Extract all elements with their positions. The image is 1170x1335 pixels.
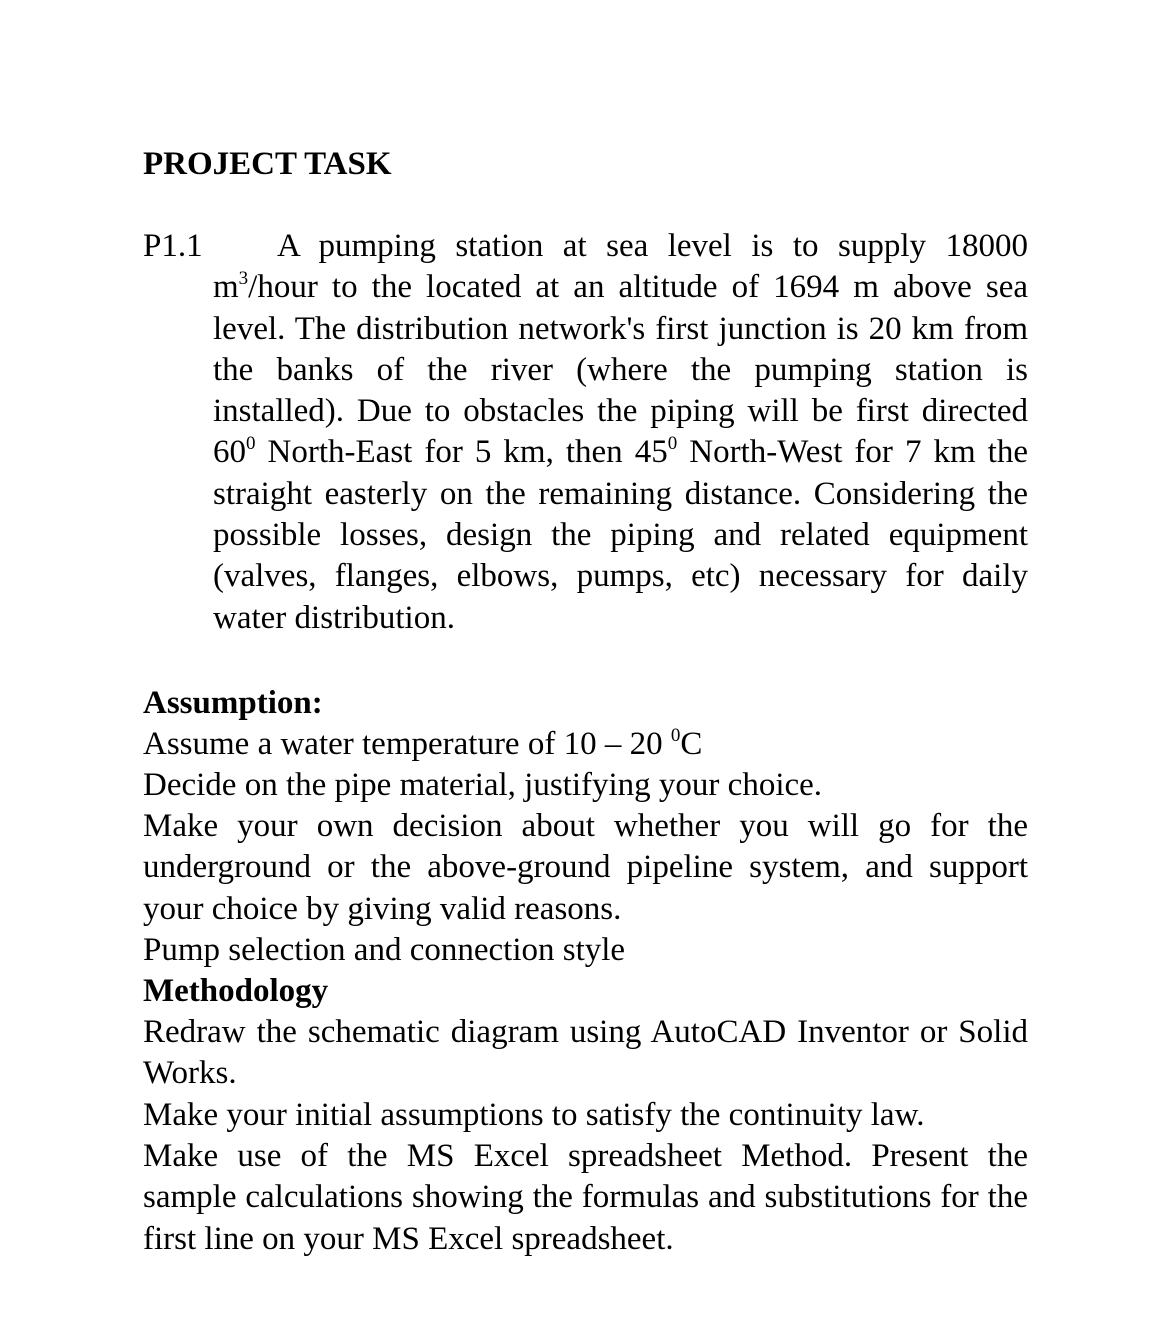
problem-number: P1.1 — [143, 228, 203, 264]
methodology-redraw: Redraw the schematic diagram using AutoCAD Inventor or Solid Works. — [143, 1014, 1028, 1092]
methodology-excel: Make use of the MS Excel spreadsheet Method. Present the sample calculations showing the formulas and substitutions for the first line on your MS Excel spreadsheet. — [143, 1138, 1028, 1257]
page-title: PROJECT TASK — [143, 146, 392, 182]
problem-text — [213, 226, 1028, 639]
superscript-degree: 0 — [246, 433, 256, 455]
assumption-temperature — [143, 724, 1028, 765]
superscript-degree: 0 — [670, 725, 681, 746]
superscript-degree: 0 — [667, 433, 678, 455]
temperature-unit: C — [680, 726, 703, 762]
problem-text-part: North-West for 7 km the straight easterly on the remaining distance. Considering the possible losses, design the piping and related equipment (valves, flanges, elbows, pumps, etc) necessary for daily water distribution. — [213, 434, 1028, 636]
problem-text-part: A pumping station at sea level is to supply 18000 m — [213, 228, 1028, 306]
assumption-heading: Assumption: — [143, 685, 323, 721]
methodology-heading: Methodology — [143, 973, 329, 1009]
methodology-continuity: Make your initial assumptions to satisfy the continuity law. — [143, 1097, 925, 1133]
superscript-cubed: 3 — [238, 268, 249, 290]
assumption-pipeline: Make your own decision about whether you will go for the underground or the above-ground pipeline system, and support your choice by giving valid reasons. — [143, 808, 1028, 927]
assumption-material: Decide on the pipe material, justifying your choice. — [143, 767, 823, 803]
assumption-pump: Pump selection and connection style — [143, 932, 626, 968]
problem-text-part: /hour to the located at an altitude of 1694 m above sea level. The distribution network's first junction is 20 km from the banks of the river (where the pumping station is installed). Due to obstacles the piping will be first directed 60 — [213, 269, 1028, 471]
problem-p1-1 — [143, 226, 1028, 639]
problem-text-part: North-East for 5 km, then 45 — [255, 434, 668, 471]
temperature-text: Assume a water temperature of 10 – 20 — [143, 726, 671, 762]
